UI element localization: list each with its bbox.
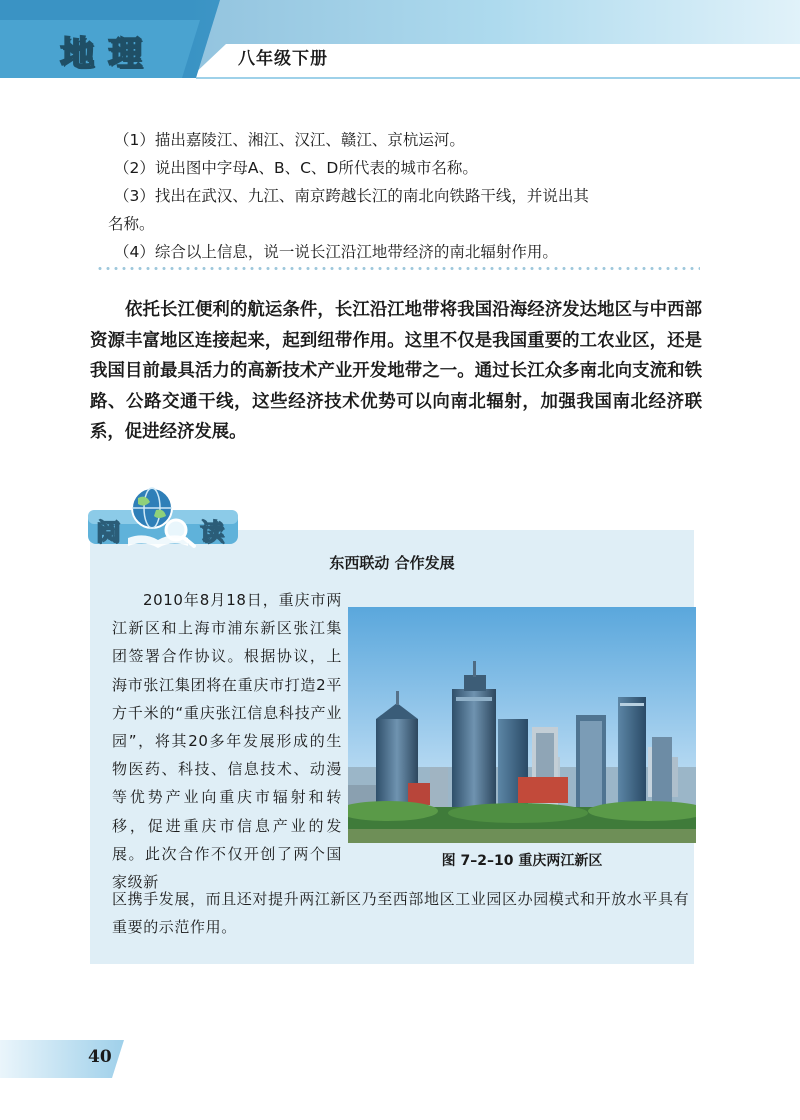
question-4: （4）综合以上信息，说一说长江沿江地带经济的南北辐射作用。 bbox=[114, 243, 558, 261]
question-2: （2）说出图中字母A、B、C、D所代表的城市名称。 bbox=[114, 159, 478, 177]
grade-label: 八年级下册 bbox=[238, 49, 328, 69]
question-3: （3）找出在武汉、九江、南京跨越长江的南北向铁路干线，并说出其 bbox=[114, 187, 589, 205]
photo-caption: 图 7–2–10 重庆两江新区 bbox=[441, 853, 603, 869]
skyline-photo bbox=[348, 607, 696, 843]
page-header bbox=[0, 0, 800, 80]
page-number: 40 bbox=[88, 1047, 112, 1067]
reading-badge-right-char: 读 bbox=[200, 518, 224, 546]
question-3-continued: 名称。 bbox=[108, 215, 155, 233]
dotted-divider bbox=[96, 267, 700, 270]
reading-badge-left-char: 阅 bbox=[96, 518, 120, 546]
reading-title: 东西联动 合作发展 bbox=[329, 554, 455, 572]
reading-text-tail: 区携手发展，而且还对提升两江新区乃至西部地区工业园区办园模式和开放水平具有重要的示范作用。 bbox=[112, 890, 690, 937]
body-paragraph: 依托长江便利的航运条件，长江沿江地带将我国沿海经济发达地区与中西部资源丰富地区连接起来，起到纽带作用。这里不仅是我国重要的工农业区，还是我国目前最具活力的高新技术产业开发地带之一。通过长江众多南北向支流和铁路、公路交通干线，这些经济技术优势可以向南北辐射，加强我国南北经济联系，促进经济发展。 bbox=[90, 300, 702, 442]
subject-title: 地理 bbox=[60, 34, 156, 74]
page-number-tab bbox=[0, 1040, 140, 1080]
reading-text-main: 2010年8月18日，重庆市两江新区和上海市浦东新区张江集团签署合作协议。根据协议，上海市张江集团将在重庆市打造2平方千米的“重庆张江信息科技产业园”，将其20多年发展形成的生物医药、科技、信息技术、动漫等优势产业向重庆市辐射和转移，促进重庆市信息产业的发展。此次合作不仅开创了两个国家级新 bbox=[112, 591, 342, 892]
skyline-illustration bbox=[348, 607, 696, 843]
exercise-questions bbox=[108, 126, 704, 266]
reading-badge bbox=[88, 486, 248, 556]
question-1: （1）描出嘉陵江、湘江、汉江、赣江、京杭运河。 bbox=[114, 131, 465, 149]
